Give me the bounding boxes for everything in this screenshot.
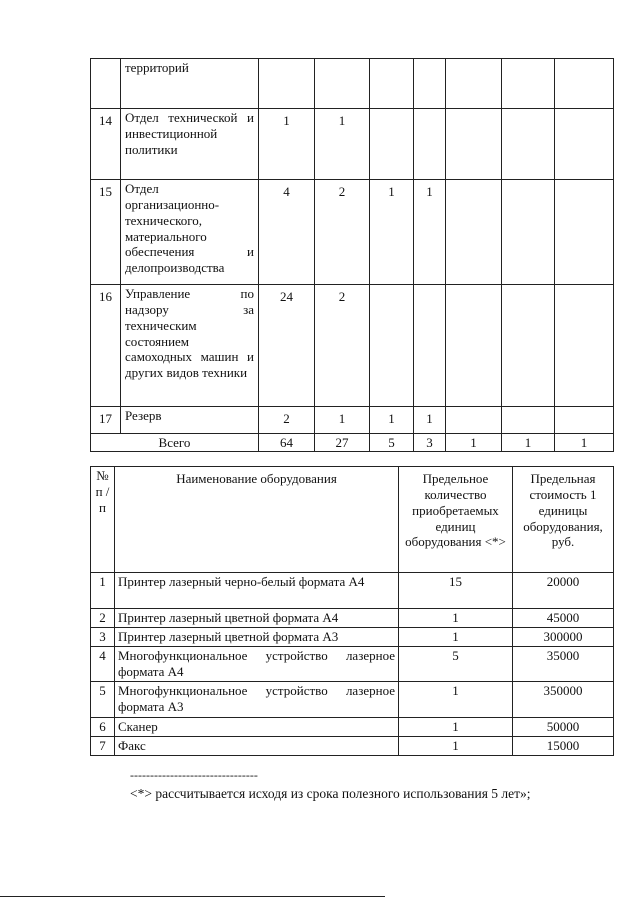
cell: 2 bbox=[259, 407, 315, 434]
cost-cell: 35000 bbox=[513, 646, 614, 681]
table-row bbox=[91, 646, 614, 681]
cost-cell: 20000 bbox=[513, 573, 614, 609]
bottom-rule bbox=[0, 896, 385, 897]
row-number: 7 bbox=[91, 736, 115, 755]
cell bbox=[315, 59, 370, 109]
cell bbox=[502, 59, 555, 109]
cost-cell: 15000 bbox=[513, 736, 614, 755]
total-row bbox=[91, 434, 614, 452]
cell bbox=[555, 59, 614, 109]
equipment-name: Многофункциональное устройство лазерное формата А3 bbox=[115, 681, 399, 717]
cell: 1 bbox=[315, 407, 370, 434]
quantity-cell: 1 bbox=[399, 736, 513, 755]
equipment-name: Принтер лазерный черно-белый формата А4 bbox=[115, 573, 399, 609]
cell: 24 bbox=[259, 285, 315, 407]
equipment-name: Сканер bbox=[115, 717, 399, 736]
table-row bbox=[91, 717, 614, 736]
cell bbox=[502, 180, 555, 285]
cell bbox=[259, 59, 315, 109]
table-row bbox=[91, 736, 614, 755]
row-number: 2 bbox=[91, 609, 115, 628]
row-number: 1 bbox=[91, 573, 115, 609]
header-quantity: Предельное количество приобретаемых единиц оборудования <*> bbox=[399, 467, 513, 573]
cell bbox=[502, 407, 555, 434]
total-cell: 5 bbox=[370, 434, 414, 452]
cell bbox=[414, 285, 446, 407]
quantity-cell: 1 bbox=[399, 717, 513, 736]
equipment-name: Принтер лазерный цветной формата А4 bbox=[115, 609, 399, 628]
cell: 1 bbox=[370, 180, 414, 285]
cell bbox=[555, 285, 614, 407]
cell: 1 bbox=[370, 407, 414, 434]
row-number: 15 bbox=[91, 180, 121, 285]
table-row bbox=[91, 628, 614, 647]
cell bbox=[555, 109, 614, 180]
table-row bbox=[91, 573, 614, 609]
cell bbox=[414, 59, 446, 109]
cell bbox=[446, 285, 502, 407]
cell bbox=[370, 285, 414, 407]
cell bbox=[555, 407, 614, 434]
header-number: № п / п bbox=[91, 467, 115, 573]
cell: 2 bbox=[315, 180, 370, 285]
department-name: Резерв bbox=[121, 407, 259, 434]
quantity-cell: 5 bbox=[399, 646, 513, 681]
department-name: Отдел технической и инвестиционной политики bbox=[121, 109, 259, 180]
quantity-cell: 1 bbox=[399, 628, 513, 647]
total-cell: 64 bbox=[259, 434, 315, 452]
equipment-table bbox=[90, 466, 614, 756]
cell: 1 bbox=[414, 180, 446, 285]
row-number: 4 bbox=[91, 646, 115, 681]
cost-cell: 45000 bbox=[513, 609, 614, 628]
equipment-name: Принтер лазерный цветной формата А3 bbox=[115, 628, 399, 647]
table-row bbox=[91, 180, 614, 285]
total-cell: 1 bbox=[502, 434, 555, 452]
cell bbox=[446, 407, 502, 434]
table-row bbox=[91, 109, 614, 180]
cell bbox=[446, 109, 502, 180]
table-row bbox=[91, 285, 614, 407]
footnote-separator: -------------------------------- bbox=[130, 768, 258, 782]
cell: 4 bbox=[259, 180, 315, 285]
row-number bbox=[91, 59, 121, 109]
cell bbox=[555, 180, 614, 285]
table-header-row bbox=[91, 467, 614, 573]
equipment-name: Многофункциональное устройство лазерное формата А4 bbox=[115, 646, 399, 681]
cost-cell: 50000 bbox=[513, 717, 614, 736]
cell: 1 bbox=[414, 407, 446, 434]
cell: 1 bbox=[315, 109, 370, 180]
cell bbox=[446, 59, 502, 109]
row-number: 16 bbox=[91, 285, 121, 407]
quantity-cell: 15 bbox=[399, 573, 513, 609]
cell bbox=[502, 109, 555, 180]
allocation-table bbox=[90, 58, 614, 452]
row-number: 5 bbox=[91, 681, 115, 717]
footnote-text: <*> рассчитывается исходя из срока полезного использования 5 лет»; bbox=[130, 786, 531, 801]
row-number: 17 bbox=[91, 407, 121, 434]
header-equipment-name: Наименование оборудования bbox=[115, 467, 399, 573]
equipment-name: Факс bbox=[115, 736, 399, 755]
total-cell: 1 bbox=[555, 434, 614, 452]
department-name: Управление по надзору за техническим состоянием самоходных машин и других видов техники bbox=[121, 285, 259, 407]
cell bbox=[370, 109, 414, 180]
table-row bbox=[91, 407, 614, 434]
table-row bbox=[91, 609, 614, 628]
department-name: территорий bbox=[121, 59, 259, 109]
cell: 2 bbox=[315, 285, 370, 407]
total-label: Всего bbox=[91, 434, 259, 452]
header-cost: Предельная стоимость 1 единицы оборудования, руб. bbox=[513, 467, 614, 573]
department-name: Отдел организационно-технического, материального обеспечения и делопроизводства bbox=[121, 180, 259, 285]
quantity-cell: 1 bbox=[399, 681, 513, 717]
table-row bbox=[91, 681, 614, 717]
total-cell: 27 bbox=[315, 434, 370, 452]
total-cell: 3 bbox=[414, 434, 446, 452]
row-number: 14 bbox=[91, 109, 121, 180]
row-number: 3 bbox=[91, 628, 115, 647]
cell bbox=[502, 285, 555, 407]
cell bbox=[370, 59, 414, 109]
cell bbox=[414, 109, 446, 180]
row-number: 6 bbox=[91, 717, 115, 736]
cost-cell: 350000 bbox=[513, 681, 614, 717]
cell: 1 bbox=[259, 109, 315, 180]
cell bbox=[446, 180, 502, 285]
total-cell: 1 bbox=[446, 434, 502, 452]
cost-cell: 300000 bbox=[513, 628, 614, 647]
table-row bbox=[91, 59, 614, 109]
quantity-cell: 1 bbox=[399, 609, 513, 628]
